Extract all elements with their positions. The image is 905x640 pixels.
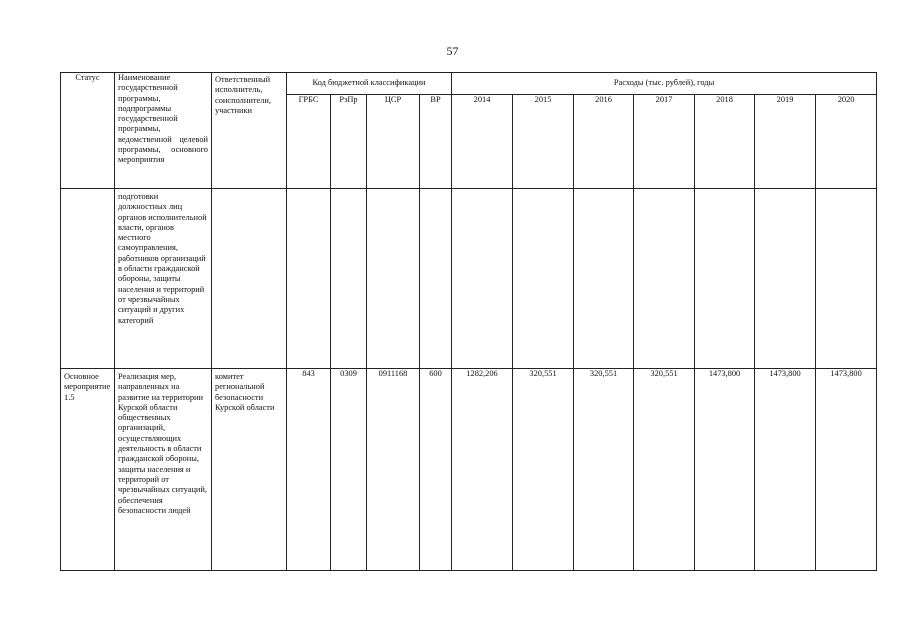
table-row-main [61,369,877,571]
cell-status: Основное мероприятие 1.5 [61,369,115,571]
cell-grbs [287,189,331,369]
cell-responsible [212,189,287,369]
cell-value [816,189,877,369]
header-expenses: Расходы (тыс. рублей), годы [452,73,877,95]
header-year: 2019 [755,95,816,189]
header-year: 2015 [513,95,574,189]
header-row-1 [61,73,877,95]
header-rzpr: РзПр [331,95,367,189]
cell-responsible: комитет региональной безопасности Курской области [212,369,287,571]
cell-value: 1473,800 [695,369,755,571]
header-year: 2016 [574,95,634,189]
cell-name: подготовки должностных лиц органов исполнительной власти, органов местного самоуправления, работников организаций в области гражданской обороны, защиты населения и территорий от чрезвычайных ситуаций и других категорий [115,189,212,369]
cell-value [695,189,755,369]
cell-value [755,189,816,369]
header-grbs: ГРБС [287,95,331,189]
cell-value: 1473,800 [755,369,816,571]
cell-status [61,189,115,369]
cell-value: 1282,206 [452,369,513,571]
header-status: Статус [61,73,115,189]
cell-name: Реализация мер, направленных на развитие на территории Курской области общественных организаций, осуществляющих деятельность в области гражданской обороны, защиты населения и территорий от чрезвычайных ситуаций, обеспечения безопасности людей [115,369,212,571]
cell-vr [420,189,452,369]
header-year: 2020 [816,95,877,189]
cell-value: 1473,800 [816,369,877,571]
header-name: Наименование государственной программы, подпрограммы государственной программы, ведомственной целевой программы, основного мероприятия [115,73,212,189]
cell-value [513,189,574,369]
cell-value [574,189,634,369]
cell-value: 320,551 [634,369,695,571]
budget-table [60,72,877,571]
cell-value [452,189,513,369]
cell-grbs: 843 [287,369,331,571]
cell-vr: 600 [420,369,452,571]
table-row-continuation [61,189,877,369]
page-number: 57 [446,44,459,58]
cell-csr: 0911168 [367,369,420,571]
cell-value [634,189,695,369]
cell-value: 320,551 [513,369,574,571]
cell-csr [367,189,420,369]
header-year: 2014 [452,95,513,189]
header-year: 2017 [634,95,695,189]
cell-rzpr [331,189,367,369]
cell-rzpr: 0309 [331,369,367,571]
header-responsible: Ответственный исполнитель, соисполнители, участники [212,73,287,189]
header-year: 2018 [695,95,755,189]
cell-value: 320,551 [574,369,634,571]
header-csr: ЦСР [367,95,420,189]
header-vr: ВР [420,95,452,189]
header-budget-code: Код бюджетной классификации [287,73,452,95]
